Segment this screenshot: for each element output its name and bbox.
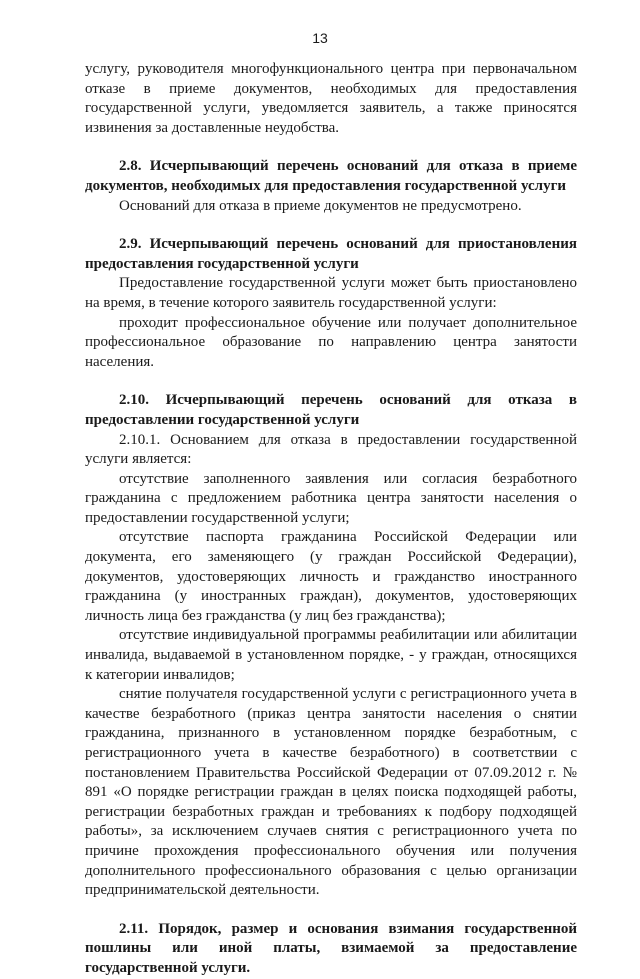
list-item: снятие получателя государственной услуги с регистрационного учета в качестве безработного (приказ центра занятости населения о снятии гражданина, признанного в установленном порядке безработным, с регистрационного учета в качестве безработного) в соответствии с постановлением Правительства Российской Федерации от 07.09.2012 г. № 891 «О порядке регистрации граждан в целях поиска подходящей работы, регистрации безработных граждан и требованиях к подбору подходящей работы», за исключением случаев снятия с регистрационного учета по причине прохождения профессионального обучения или получения дополнительного профессионального образования с целью организации предпринимательской деятельности. <box>85 686 577 899</box>
paragraph: Оснований для отказа в приеме документов не предусмотрено. <box>119 197 522 214</box>
paragraph: 2.10.1. Основанием для отказа в предоставлении государственной услуги является: <box>85 431 577 468</box>
section-heading-2-10: 2.10. Исчерпывающий перечень оснований для отказа в предоставлении государственной услуги <box>85 392 577 428</box>
list-item: отсутствие индивидуальной программы реабилитации или абилитации инвалида, выдаваемой в установленном порядке, - у граждан, относящихся к категории инвалидов; <box>85 627 577 683</box>
paragraph: Предоставление государственной услуги может быть приостановлено на время, в течение которого заявитель государственной услуги: <box>85 275 577 311</box>
section-heading-2-11: 2.11. Порядок, размер и основания взимания государственной пошлины или иной платы, взимаемой за предоставление государственной услуги. <box>85 920 577 976</box>
list-item: отсутствие заполненного заявления или согласия безработного гражданина с предложением работника центра занятости населения о предоставлении государственной услуги; <box>85 470 577 526</box>
section-heading-2-9: 2.9. Исчерпывающий перечень оснований для приостановления предоставления государственной услуги <box>85 236 577 272</box>
page-number: 13 <box>312 30 328 46</box>
section-heading-2-8: 2.8. Исчерпывающий перечень оснований для отказа в приеме документов, необходимых для предоставления государственной услуги <box>85 158 577 194</box>
document-body <box>85 60 577 979</box>
paragraph-continuation: услугу, руководителя многофункционального центра при первоначальном отказе в приеме документов, необходимых для предоставления государственной услуги, уведомляется заявитель, а также приносятся извинения за доставленные неудобства. <box>85 61 577 136</box>
paragraph: проходит профессиональное обучение или получает дополнительное профессиональное образование по направлению центра занятости населения. <box>85 314 577 370</box>
list-item: отсутствие паспорта гражданина Российской Федерации или документа, его заменяющего (у граждан Российской Федерации), документов, удостоверяющих личность и гражданство иностранного гражданина (у иностранных граждан), документов, удостоверяющих личность лица без гражданства (у лиц без гражданства); <box>85 529 577 624</box>
